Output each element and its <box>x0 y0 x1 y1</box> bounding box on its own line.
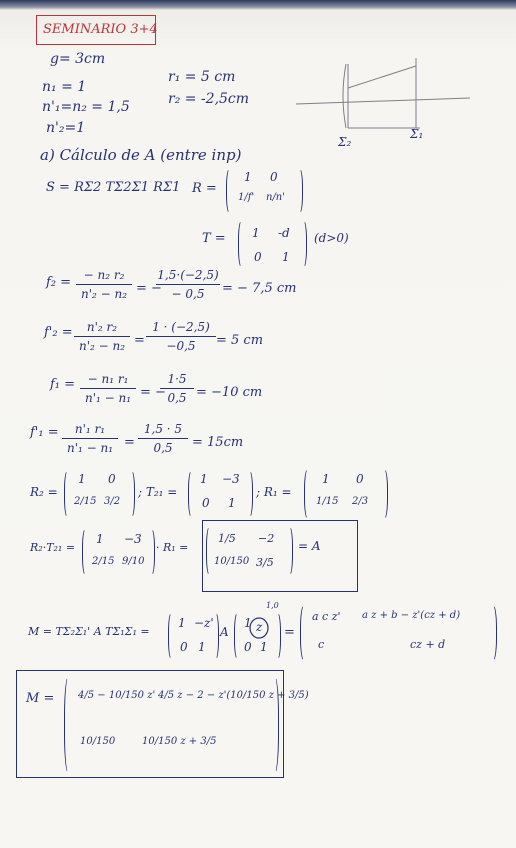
bracket-left <box>64 470 73 518</box>
R2-m12: 0 <box>108 472 116 486</box>
bracket-right <box>126 470 135 518</box>
M-m1-11: 1 <box>178 616 186 630</box>
bracket-right <box>210 612 219 660</box>
f1-pre: = − <box>140 385 166 400</box>
M-line-eq: = <box>284 625 295 640</box>
f1p-result: = 15cm <box>192 435 244 450</box>
R1-m12: 0 <box>356 472 364 486</box>
M-m1-21: 0 <box>180 640 188 654</box>
product-m2-22: 3/5 <box>256 556 274 569</box>
M-m3-21: c <box>318 638 325 651</box>
M-m2-21: 0 <box>244 640 252 654</box>
bracket-left <box>226 168 235 214</box>
T-m22: 1 <box>282 250 290 264</box>
M-result-11: 4/5 − 10/150 z' <box>78 690 156 701</box>
product-lhs: R₂·T₂₁ = <box>30 541 76 554</box>
R-m12: 0 <box>270 170 278 184</box>
T-m12: -d <box>278 226 290 240</box>
R-m21: 1/f' <box>238 192 255 203</box>
bracket-right <box>244 470 253 518</box>
f1p-frac2: 1,5 · 5 0,5 <box>138 422 188 455</box>
sketch-label-left: Σ₂ <box>338 135 352 149</box>
sketch-label-right: Σ₁ <box>410 127 424 141</box>
page-title: SEMINARIO 3+4 <box>43 22 158 37</box>
bracket-left <box>238 220 247 268</box>
result-box-M <box>16 670 284 778</box>
M-m1-22: 1 <box>198 640 206 654</box>
f2p-result: = 5 cm <box>216 333 264 348</box>
M-result-21: 10/150 <box>80 736 116 747</box>
product-m1-21: 2/15 <box>92 556 115 567</box>
bracket-left <box>168 612 177 660</box>
f2-frac1: − n₂ r₂ n'₂ − n₂ <box>76 268 132 301</box>
T21-m11: 1 <box>200 472 208 486</box>
bracket-right <box>272 612 281 660</box>
f2p-frac1: n'₂ r₂ n'₂ − n₂ <box>74 320 130 353</box>
R2-m11: 1 <box>78 472 86 486</box>
f1-frac1: − n₁ r₁ n'₁ − n₁ <box>80 372 136 405</box>
bracket-left <box>188 470 197 518</box>
M-result-12: 4/5 z − 2 − z'(10/150 z + 3/5) <box>158 690 309 701</box>
M-result-lhs: M = <box>26 691 55 706</box>
R1-m11: 1 <box>322 472 330 486</box>
product-m2-12: −2 <box>258 532 275 545</box>
R2-lhs: R₂ = <box>30 485 58 499</box>
bracket-left <box>82 528 91 576</box>
bracket-right <box>378 468 388 520</box>
bracket-left <box>64 676 75 774</box>
product-mid: · R₁ = <box>156 541 189 554</box>
product-m2-21: 10/150 <box>214 556 250 567</box>
circle-note: 1,0 <box>266 601 279 610</box>
f1-result: = −10 cm <box>196 385 263 400</box>
bracket-right <box>298 220 307 268</box>
product-m1-12: −3 <box>124 532 142 546</box>
given-g: g= 3cm <box>50 51 106 67</box>
M-m2-22: 1 <box>260 640 268 654</box>
M-line-mid: A <box>220 625 229 639</box>
bracket-right <box>486 604 497 662</box>
product-m1-11: 1 <box>96 532 104 546</box>
bracket-left <box>304 468 314 520</box>
given-n1p: n'₁=n₂ = 1,5 <box>42 99 130 115</box>
M-m2-11: 1 <box>244 616 252 630</box>
f2p-eq: = <box>134 333 145 348</box>
bracket-right <box>268 676 279 774</box>
bracket-right <box>294 168 303 214</box>
product-m2-11: 1/5 <box>218 532 236 545</box>
f2-pre: = − <box>136 281 162 296</box>
M-m1-12: −z' <box>194 616 214 630</box>
M-m3-22: cz + d <box>410 638 446 651</box>
M-m2-12: z <box>256 620 263 634</box>
given-n1: n₁ = 1 <box>42 79 87 95</box>
f2p-lhs: f'₂ = <box>44 325 73 340</box>
f1-lhs: f₁ = <box>50 377 76 392</box>
R2-m22: 3/2 <box>104 496 121 507</box>
T-m21: 0 <box>254 250 262 264</box>
M-line-lhs: M = TΣ₂Σ₁' A TΣ₁Σ₁ = <box>28 625 150 638</box>
T21-m22: 1 <box>228 496 236 510</box>
bracket-right <box>284 526 293 576</box>
f1p-frac1: n'₁ r₁ n'₁ − n₁ <box>62 422 118 455</box>
section-a-heading: a) Cálculo de A (entre inp) <box>40 146 242 164</box>
T21-lhs: ; T₂₁ = <box>138 485 178 499</box>
given-n2p: n'₂=1 <box>46 120 86 136</box>
product-m1-22: 9/10 <box>122 556 145 567</box>
T-m11: 1 <box>252 226 260 240</box>
product-result: = A <box>298 539 321 553</box>
f1p-eq: = <box>124 435 135 450</box>
M-result-22: 10/150 z + 3/5 <box>142 736 217 747</box>
f2-result: = − 7,5 cm <box>222 281 297 296</box>
R1-m21: 1/15 <box>316 496 339 507</box>
given-r1: r₁ = 5 cm <box>168 69 236 85</box>
M-m3-12: a z + b − z'(cz + d) <box>362 610 461 621</box>
M-m3-11: a c z' <box>312 610 341 623</box>
T-note: (d>0) <box>314 231 349 245</box>
line-s: S = RΣ2 TΣ2Σ1 RΣ1 <box>46 180 181 195</box>
T21-m21: 0 <box>202 496 210 510</box>
R-m22: n/n' <box>266 192 285 203</box>
f2-frac2: 1,5·(−2,5) − 0,5 <box>157 268 219 301</box>
f1-frac2: 1·5 0,5 <box>160 372 194 405</box>
given-r2: r₂ = -2,5cm <box>168 91 250 107</box>
bracket-left <box>300 604 311 662</box>
label-R: R = <box>192 181 217 196</box>
T21-m12: −3 <box>222 472 240 486</box>
R-m11: 1 <box>244 170 252 184</box>
f2p-frac2: 1 · (−2,5) −0,5 <box>146 320 216 353</box>
R2-m21: 2/15 <box>74 496 97 507</box>
bracket-right <box>146 528 155 576</box>
label-T: T = <box>202 231 226 246</box>
bracket-left <box>206 526 215 576</box>
f1p-lhs: f'₁ = <box>30 425 59 440</box>
R1-lhs: ; R₁ = <box>256 485 292 499</box>
R1-m22: 2/3 <box>352 496 369 507</box>
f2-lhs: f₂ = <box>46 275 72 290</box>
bracket-left <box>234 612 243 660</box>
